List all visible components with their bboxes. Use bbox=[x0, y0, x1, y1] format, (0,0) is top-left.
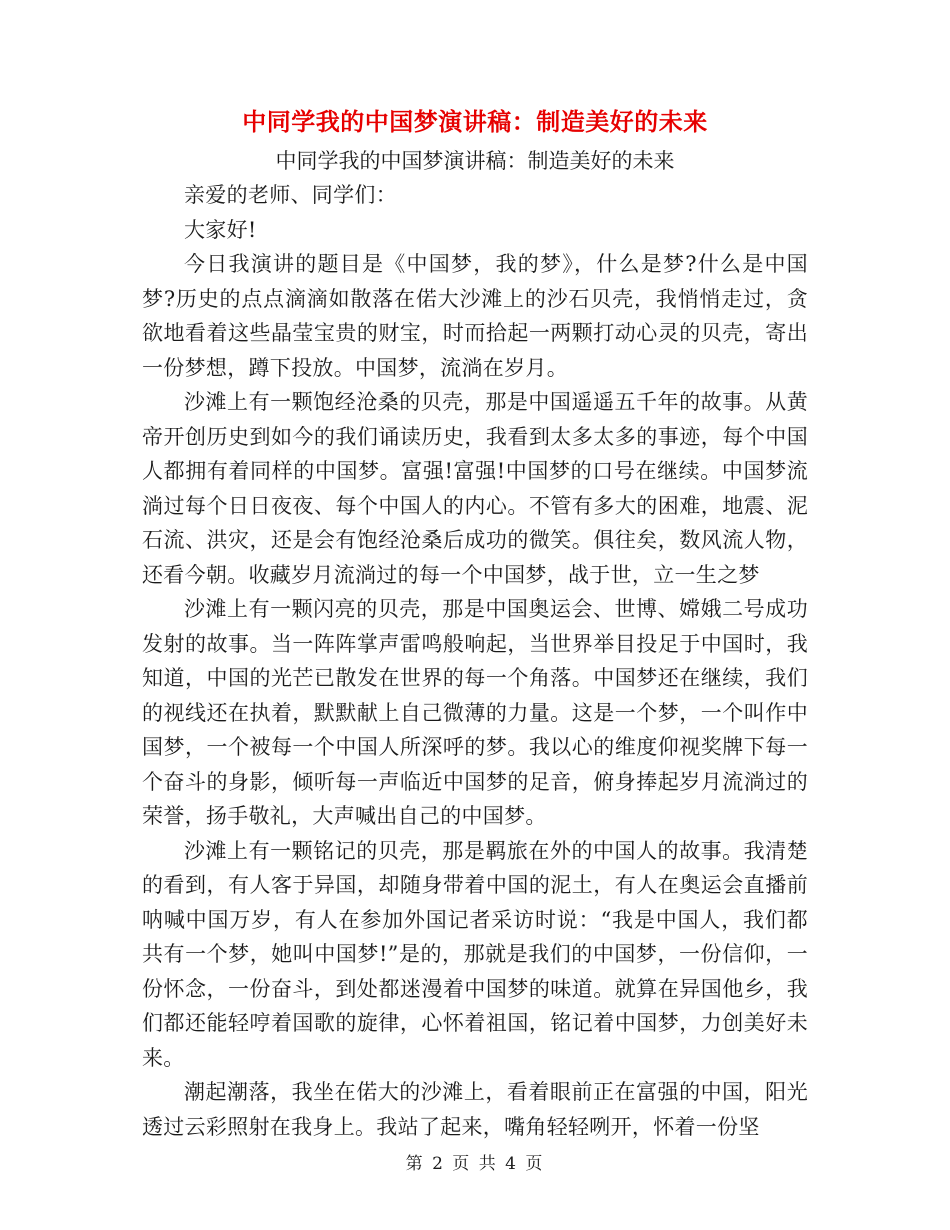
document-title: 中同学我的中国梦演讲稿：制造美好的未来 bbox=[242, 107, 708, 136]
body-paragraph-2: 沙滩上有一颗饱经沧桑的贝壳，那是中国遥遥五千年的故事。从黄帝开创历史到如今的我们诵读历史，我看到太多太多的事迹，每个中国人都拥有着同样的中国梦。富强!富强!中国梦的口号在继续。中国梦流淌过每个日日夜夜、每个中国人的内心。不管有多大的困难，地震、泥石流、洪灾，还是会有饱经沧桑后成功的微笑。俱往矣，数风流人物，还看今朝。收藏岁月流淌过的每一个中国梦，战于世，立一生之梦 bbox=[142, 390, 808, 587]
body-paragraph-4: 沙滩上有一颗铭记的贝壳，那是羁旅在外的中国人的故事。我清楚的看到，有人客于异国，却随身带着中国的泥土，有人在奥运会直播前呐喊中国万岁，有人在参加外国记者采访时说：“我是中国人，我们都共有一个梦，她叫中国梦!”是的，那就是我们的中国梦，一份信仰，一份怀念，一份奋斗，到处都迷漫着中国梦的味道。就算在异国他乡，我们都还能轻哼着国歌的旋律，心怀着祖国，铭记着中国梦，力创美好未来。 bbox=[142, 838, 808, 1070]
greeting-line: 亲爱的老师、同学们： bbox=[184, 183, 397, 207]
document-subtitle: 中同学我的中国梦演讲稿：制造美好的未来 bbox=[275, 149, 675, 173]
page-number-footer: 第 2 页 共 4 页 bbox=[405, 1154, 545, 1174]
body-paragraph-1: 今日我演讲的题目是《中国梦，我的梦》，什么是梦?什么是中国梦?历史的点点滴滴如散落在偌大沙滩上的沙石贝壳，我悄悄走过，贪欲地看着这些晶莹宝贵的财宝，时而拾起一两颗打动心灵的贝壳，寄出一份梦想，蹲下投放。中国梦，流淌在岁月。 bbox=[142, 252, 808, 380]
body-paragraph-3: 沙滩上有一颗闪亮的贝壳，那是中国奥运会、世博、嫦娥二号成功发射的故事。当一阵阵掌声雷鸣般响起，当世界举目投足于中国时，我知道，中国的光芒已散发在世界的每一个角落。中国梦还在继续，我们的视线还在执着，默默献上自己微薄的力量。这是一个梦，一个叫作中国梦，一个被每一个中国人所深呼的梦。我以心的维度仰视奖牌下每一个奋斗的身影，倾听每一声临近中国梦的足音，俯身捧起岁月流淌过的荣誉，扬手敬礼，大声喊出自己的中国梦。 bbox=[142, 597, 808, 828]
document-page bbox=[142, 104, 808, 1144]
hello-line: 大家好! bbox=[184, 217, 257, 242]
body-paragraph-5: 潮起潮落，我坐在偌大的沙滩上，看着眼前正在富强的中国，阳光透过云彩照射在我身上。我站了起来，嘴角轻轻咧开，怀着一份坚 bbox=[142, 1080, 808, 1139]
